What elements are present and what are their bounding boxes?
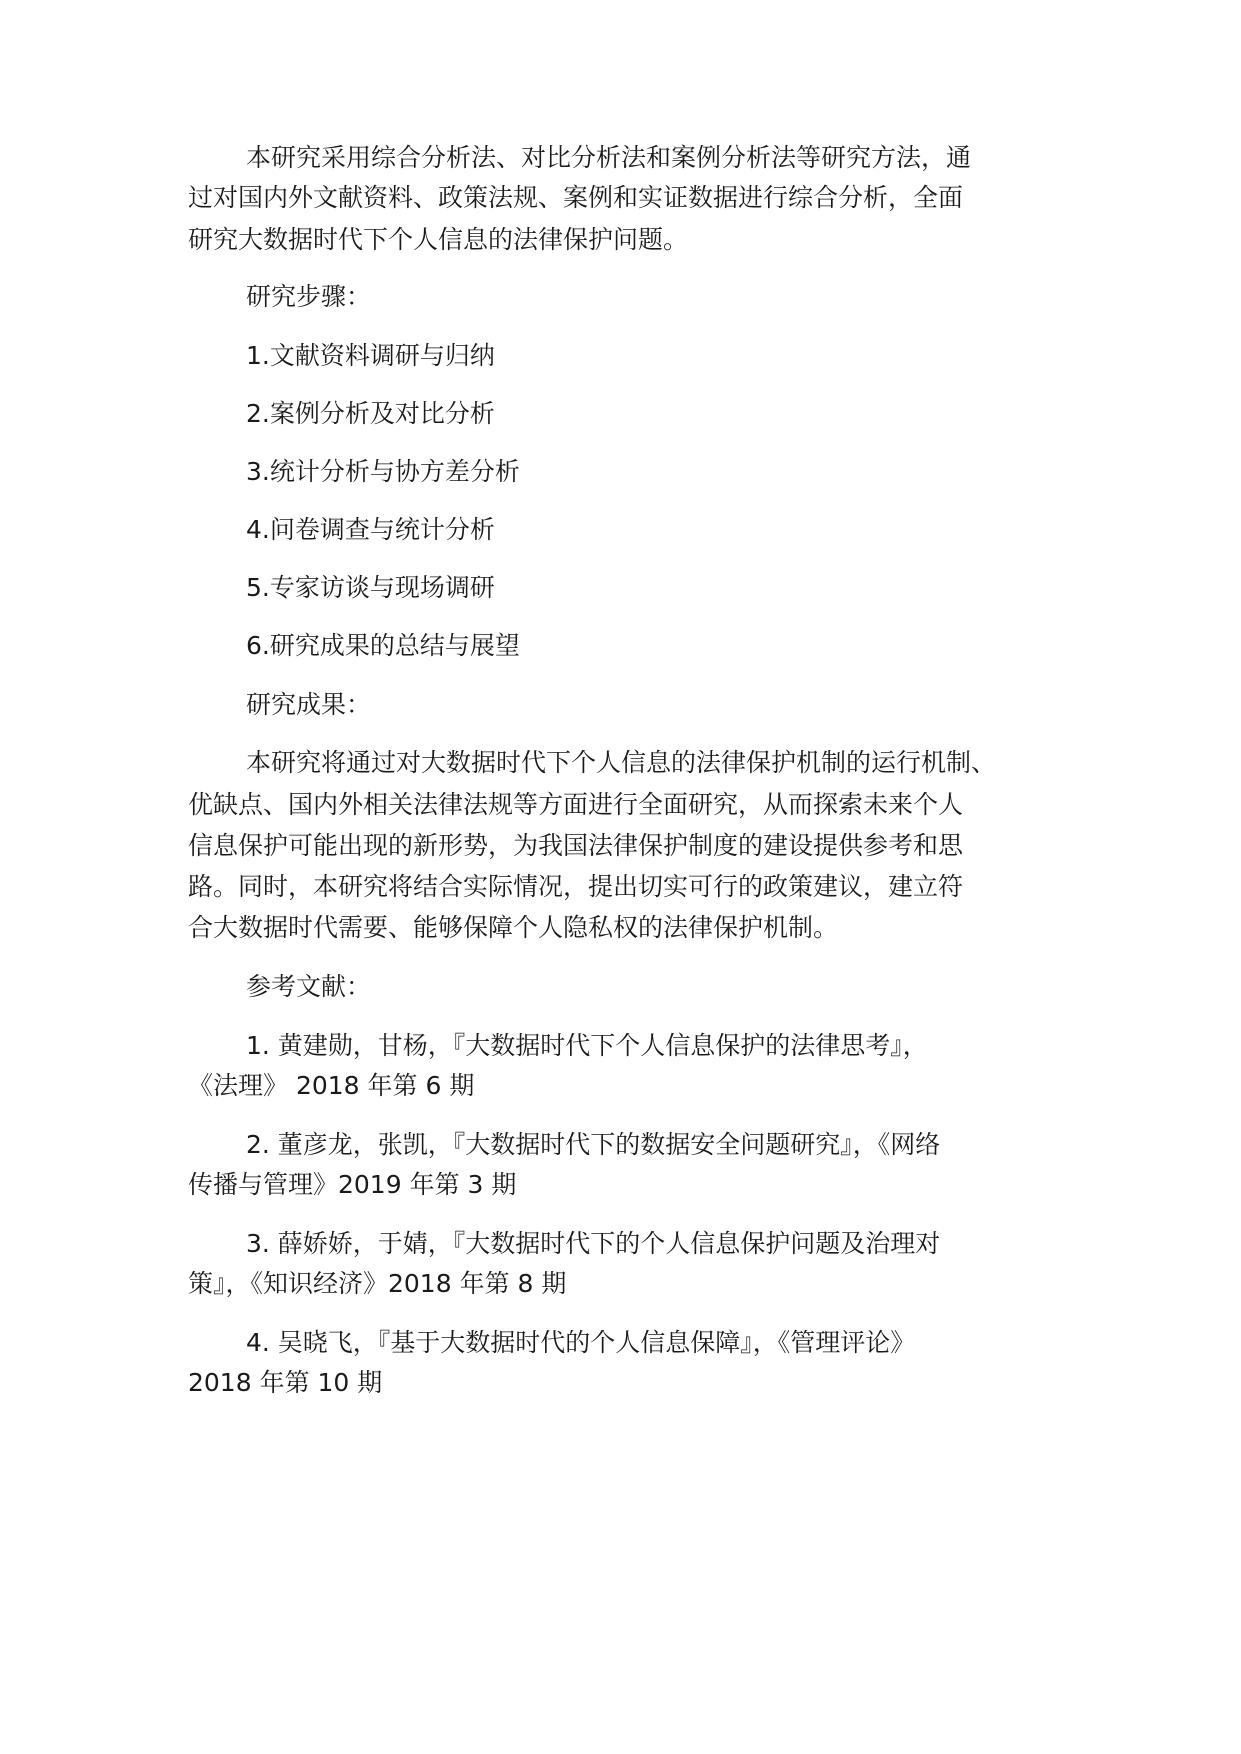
step-item: 3.统计分析与协方差分析 bbox=[246, 457, 520, 486]
references-heading: 参考文献： bbox=[246, 972, 372, 1001]
results-line: 优缺点、国内外相关法律法规等方面进行全面研究，从而探索未来个人 bbox=[188, 790, 964, 819]
reference-item: 3. 薛娇娇，于婧，『大数据时代下的个人信息保护问题及治理对 bbox=[246, 1229, 941, 1258]
reference-item: 2018 年第 10 期 bbox=[188, 1368, 383, 1397]
step-item: 6.研究成果的总结与展望 bbox=[246, 631, 520, 660]
reference-item: 传播与管理》2019 年第 3 期 bbox=[188, 1170, 517, 1199]
reference-item: 4. 吴晓飞，『基于大数据时代的个人信息保障』，《管理评论》 bbox=[246, 1328, 916, 1357]
step-item: 5.专家访谈与现场调研 bbox=[246, 573, 495, 602]
results-line: 本研究将通过对大数据时代下个人信息的法律保护机制的运行机制、 bbox=[246, 748, 997, 777]
results-line: 信息保护可能出现的新形势，为我国法律保护制度的建设提供参考和思 bbox=[188, 831, 964, 860]
step-item: 2.案例分析及对比分析 bbox=[246, 399, 495, 428]
steps-heading: 研究步骤： bbox=[246, 282, 372, 311]
intro-line: 研究大数据时代下个人信息的法律保护问题。 bbox=[188, 225, 689, 254]
reference-item: 2. 董彦龙，张凯，『大数据时代下的数据安全问题研究』，《网络 bbox=[246, 1130, 941, 1159]
results-line: 路。同时，本研究将结合实际情况，提出切实可行的政策建议，建立符 bbox=[188, 872, 964, 901]
results-line: 合大数据时代需要、能够保障个人隐私权的法律保护机制。 bbox=[188, 913, 839, 942]
reference-item: 《法理》 2018 年第 6 期 bbox=[188, 1071, 475, 1100]
reference-item: 1. 黄建勋，甘杨，『大数据时代下个人信息保护的法律思考』， bbox=[246, 1031, 928, 1060]
reference-item: 策』，《知识经济》2018 年第 8 期 bbox=[188, 1269, 567, 1298]
results-heading: 研究成果： bbox=[246, 690, 372, 719]
step-item: 4.问卷调查与统计分析 bbox=[246, 515, 495, 544]
intro-line: 过对国内外文献资料、政策法规、案例和实证数据进行综合分析，全面 bbox=[188, 183, 964, 212]
intro-line: 本研究采用综合分析法、对比分析法和案例分析法等研究方法，通 bbox=[246, 143, 972, 172]
step-item: 1.文献资料调研与归纳 bbox=[246, 341, 495, 370]
